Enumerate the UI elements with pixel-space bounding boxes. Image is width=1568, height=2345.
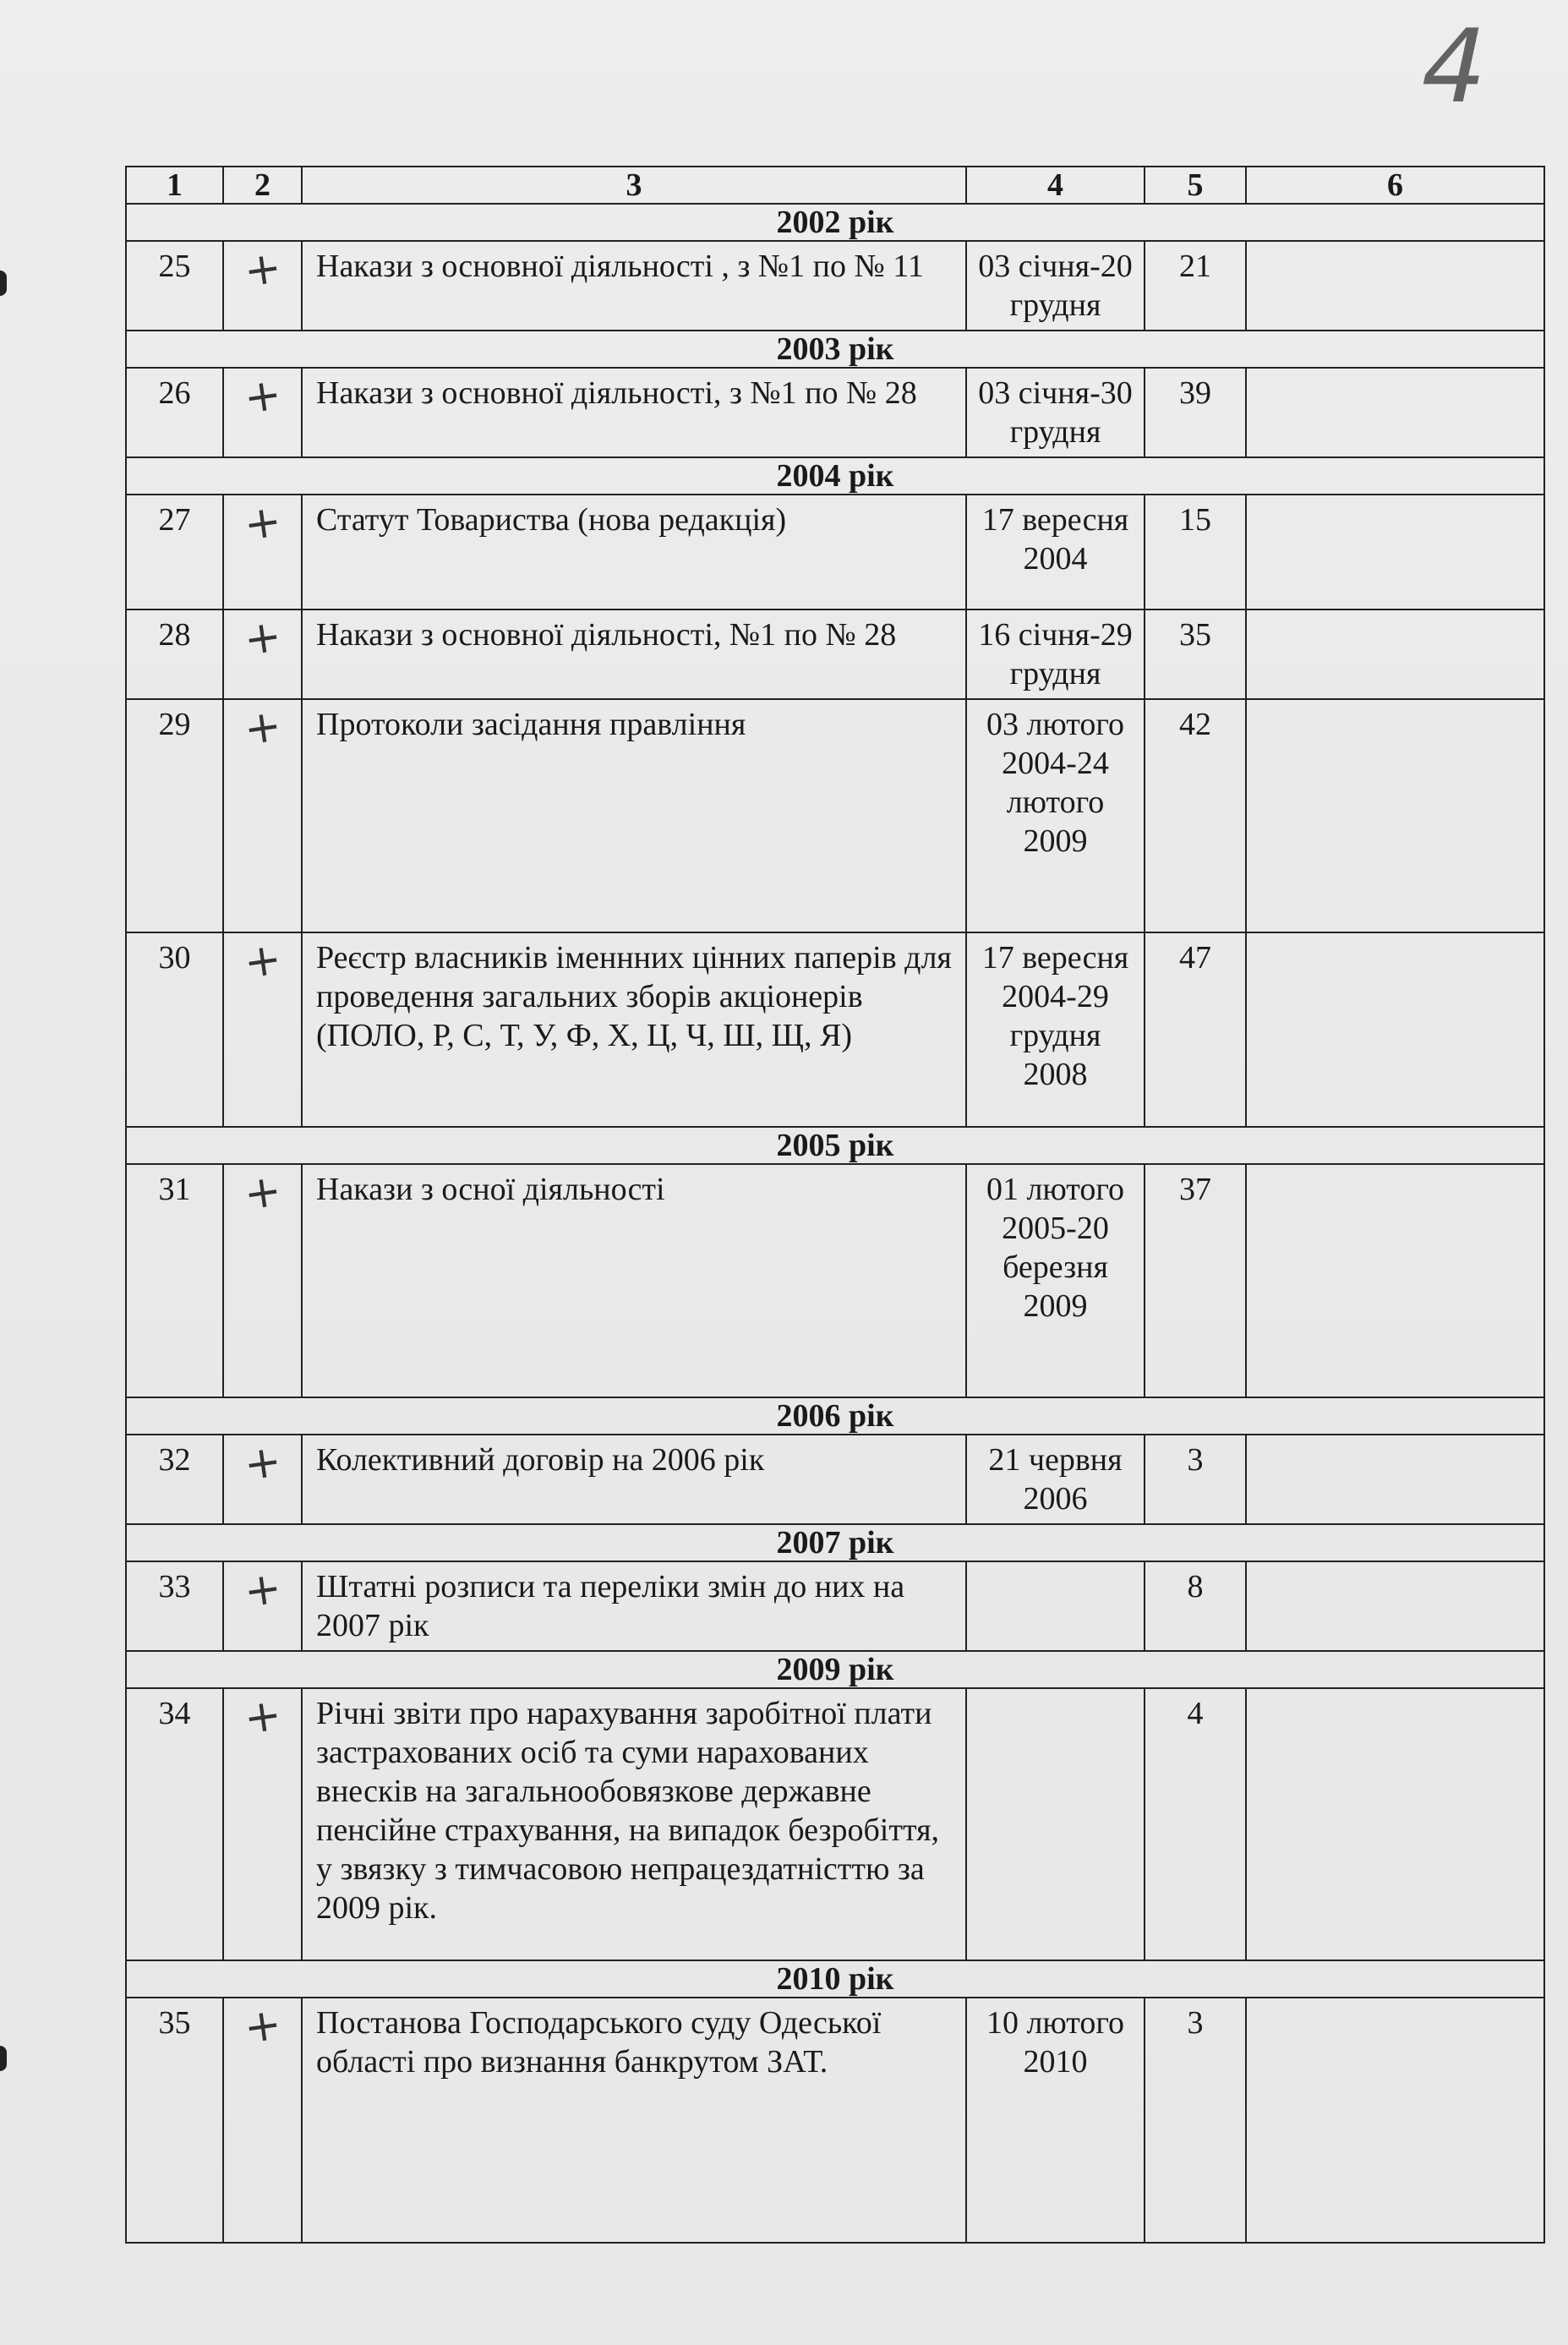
item-number: 30 xyxy=(126,932,223,1127)
check-mark-icon: + xyxy=(223,1688,302,1960)
column-header: 5 xyxy=(1145,167,1246,204)
column-header: 6 xyxy=(1246,167,1544,204)
table-row xyxy=(126,699,1544,932)
year-row xyxy=(126,1397,1544,1435)
file-note xyxy=(1246,609,1544,699)
year-row xyxy=(126,457,1544,495)
file-dates: 17 вересня 2004-29 грудня 2008 xyxy=(966,932,1145,1127)
leaf-count: 37 xyxy=(1145,1164,1246,1397)
check-mark-icon: + xyxy=(223,368,302,457)
leaf-count: 39 xyxy=(1145,368,1246,457)
file-title: Статут Товариства (нова редакція) xyxy=(302,495,966,609)
check-mark-icon: + xyxy=(223,241,302,331)
file-title: Протоколи засідання правління xyxy=(302,699,966,932)
header-row xyxy=(126,167,1544,204)
file-dates: 17 вересня 2004 xyxy=(966,495,1145,609)
item-number: 28 xyxy=(126,609,223,699)
binder-hole xyxy=(0,2046,7,2071)
file-title: Накази з основної діяльності , з №1 по № 11 xyxy=(302,241,966,331)
inventory-sheet xyxy=(125,166,1543,2244)
year-row xyxy=(126,1960,1544,1998)
file-note xyxy=(1246,1164,1544,1397)
leaf-count: 4 xyxy=(1145,1688,1246,1960)
column-header: 3 xyxy=(302,167,966,204)
check-mark-icon: + xyxy=(223,1164,302,1397)
handwritten-page-number: 4 xyxy=(1409,8,1500,126)
file-title: Річні звіти про нарахування заробітної плати застрахованих осіб та суми нарахованих внесків на загальнообовязкове державне пенсійне страхування, на випадок безробіття, у звязку з тимчасовою непрацездатністтю за 2009 рік. xyxy=(302,1688,966,1960)
column-header: 2 xyxy=(223,167,302,204)
item-number: 26 xyxy=(126,368,223,457)
file-title: Накази з основної діяльності, №1 по № 28 xyxy=(302,609,966,699)
leaf-count: 8 xyxy=(1145,1561,1246,1651)
leaf-count: 15 xyxy=(1145,495,1246,609)
item-number: 34 xyxy=(126,1688,223,1960)
table-row xyxy=(126,1435,1544,1524)
check-mark-icon: + xyxy=(223,699,302,932)
file-note xyxy=(1246,699,1544,932)
leaf-count: 3 xyxy=(1145,1998,1246,2243)
file-note xyxy=(1246,495,1544,609)
leaf-count: 47 xyxy=(1145,932,1246,1127)
file-dates xyxy=(966,1561,1145,1651)
file-title: Штатні розписи та переліки змін до них на 2007 рік xyxy=(302,1561,966,1651)
table-row xyxy=(126,1998,1544,2243)
inventory-table xyxy=(125,166,1545,2244)
file-dates xyxy=(966,1688,1145,1960)
year-heading: 2007 рік xyxy=(126,1524,1544,1561)
table-row xyxy=(126,368,1544,457)
file-title: Накази з основної діяльності, з №1 по № 28 xyxy=(302,368,966,457)
file-dates: 03 січня-20 грудня xyxy=(966,241,1145,331)
table-row xyxy=(126,932,1544,1127)
check-mark-icon: + xyxy=(223,495,302,609)
year-row xyxy=(126,204,1544,241)
table-row xyxy=(126,1688,1544,1960)
year-row xyxy=(126,1651,1544,1688)
year-heading: 2005 рік xyxy=(126,1127,1544,1164)
binder-hole xyxy=(0,271,7,296)
file-note xyxy=(1246,932,1544,1127)
file-note xyxy=(1246,241,1544,331)
table-row xyxy=(126,1561,1544,1651)
year-heading: 2010 рік xyxy=(126,1960,1544,1998)
year-heading: 2006 рік xyxy=(126,1397,1544,1435)
file-dates: 03 січня-30 грудня xyxy=(966,368,1145,457)
check-mark-icon: + xyxy=(223,932,302,1127)
check-mark-icon: + xyxy=(223,1435,302,1524)
year-heading: 2004 рік xyxy=(126,457,1544,495)
file-note xyxy=(1246,1688,1544,1960)
year-heading: 2009 рік xyxy=(126,1651,1544,1688)
check-mark-icon: + xyxy=(223,1561,302,1651)
column-header: 4 xyxy=(966,167,1145,204)
leaf-count: 35 xyxy=(1145,609,1246,699)
check-mark-icon: + xyxy=(223,609,302,699)
file-title: Накази з осної діяльності xyxy=(302,1164,966,1397)
item-number: 27 xyxy=(126,495,223,609)
file-note xyxy=(1246,1998,1544,2243)
column-header: 1 xyxy=(126,167,223,204)
table-row xyxy=(126,495,1544,609)
file-dates: 16 січня-29 грудня xyxy=(966,609,1145,699)
item-number: 25 xyxy=(126,241,223,331)
table-row xyxy=(126,1164,1544,1397)
file-dates: 21 червня 2006 xyxy=(966,1435,1145,1524)
table-row xyxy=(126,609,1544,699)
item-number: 35 xyxy=(126,1998,223,2243)
file-note xyxy=(1246,1561,1544,1651)
file-note xyxy=(1246,368,1544,457)
item-number: 32 xyxy=(126,1435,223,1524)
file-dates: 10 лютого 2010 xyxy=(966,1998,1145,2243)
item-number: 31 xyxy=(126,1164,223,1397)
table-row xyxy=(126,241,1544,331)
year-row xyxy=(126,1524,1544,1561)
file-title: Постанова Господарського суду Одеської області про визнання банкрутом ЗАТ. xyxy=(302,1998,966,2243)
year-row xyxy=(126,331,1544,368)
year-row xyxy=(126,1127,1544,1164)
year-heading: 2002 рік xyxy=(126,204,1544,241)
leaf-count: 42 xyxy=(1145,699,1246,932)
leaf-count: 21 xyxy=(1145,241,1246,331)
file-title: Колективний договір на 2006 рік xyxy=(302,1435,966,1524)
file-dates: 01 лютого 2005-20 березня 2009 xyxy=(966,1164,1145,1397)
item-number: 29 xyxy=(126,699,223,932)
file-title: Реєстр власників іменнних цінних паперів для проведення загальних зборів акціонерів (ПОЛО, Р, С, Т, У, Ф, Х, Ц, Ч, Ш, Щ, Я) xyxy=(302,932,966,1127)
file-note xyxy=(1246,1435,1544,1524)
file-dates: 03 лютого 2004-24 лютого 2009 xyxy=(966,699,1145,932)
item-number: 33 xyxy=(126,1561,223,1651)
year-heading: 2003 рік xyxy=(126,331,1544,368)
leaf-count: 3 xyxy=(1145,1435,1246,1524)
check-mark-icon: + xyxy=(223,1998,302,2243)
